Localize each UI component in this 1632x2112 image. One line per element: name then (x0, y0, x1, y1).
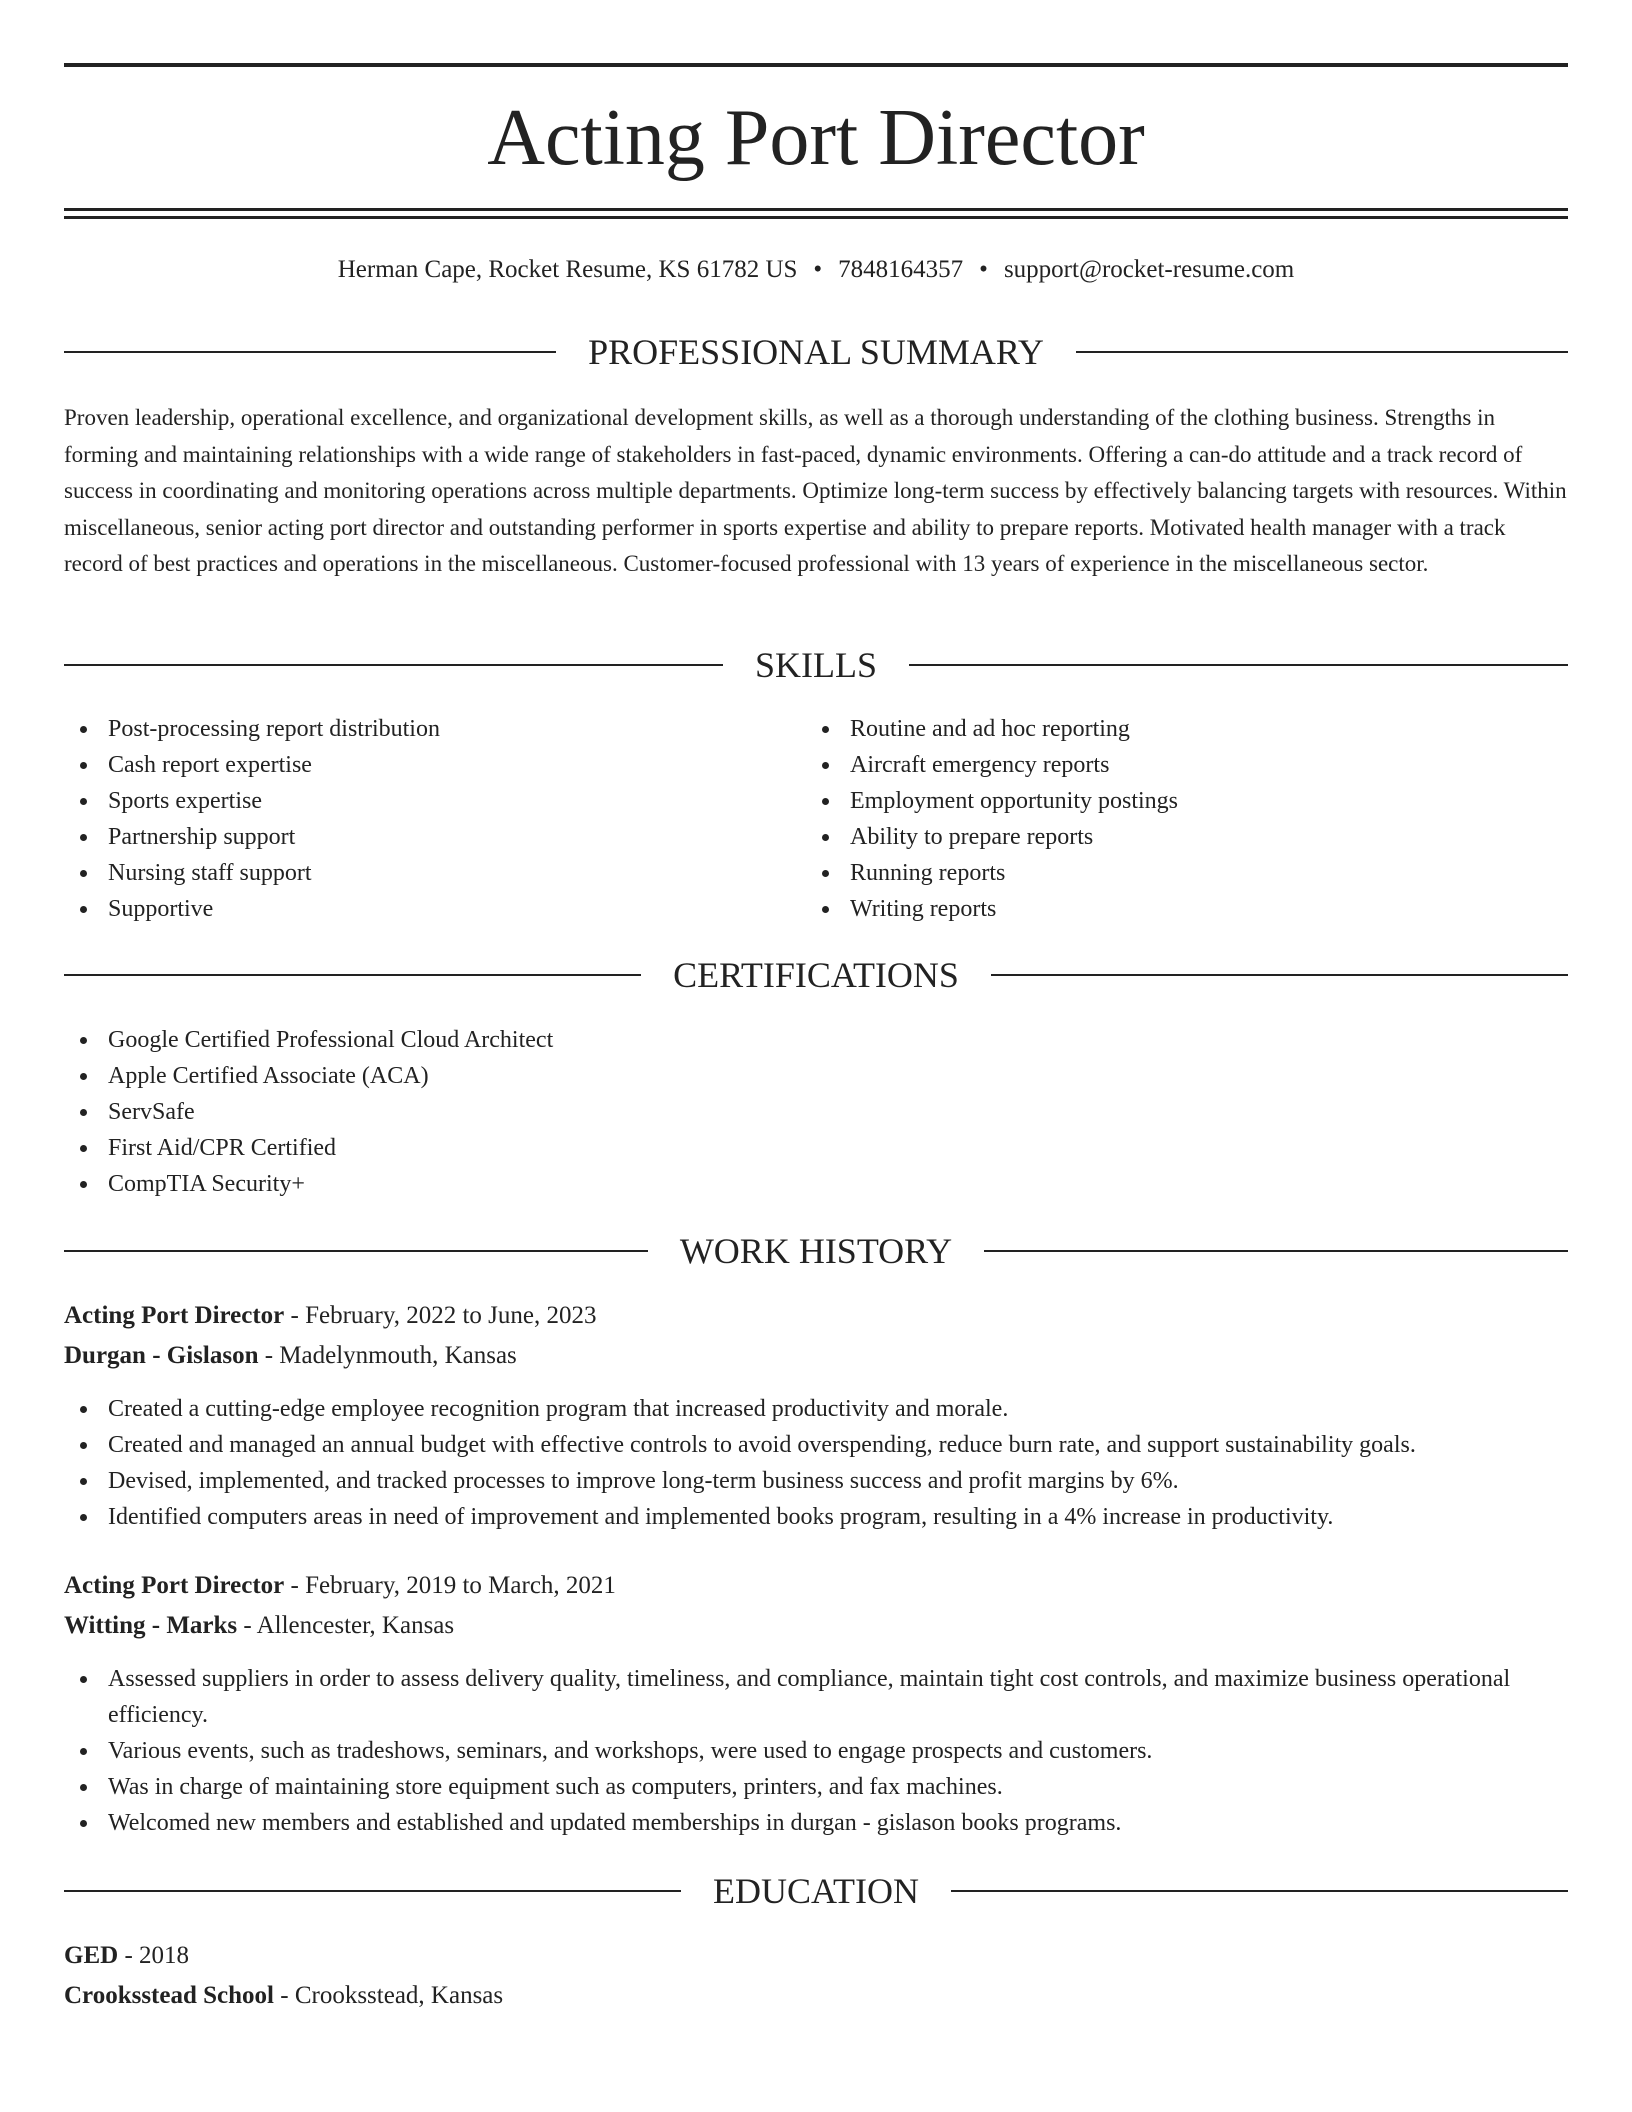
certifications-heading-label: CERTIFICATIONS (673, 955, 959, 995)
heading-rule (909, 664, 1568, 666)
job-bullet: Assessed suppliers in order to assess delivery quality, timeliness, and compliance, maintain tight cost controls, and maximize business operational efficiency. (64, 1661, 1568, 1733)
skills-list-left (64, 711, 804, 927)
contact-phone: 7848164357 (838, 256, 964, 283)
resume-title: Acting Port Director (487, 94, 1145, 182)
education-degree-line (64, 1936, 1568, 1976)
certifications-list (64, 1022, 1568, 1202)
skill-item: Partnership support (64, 819, 804, 855)
certification-item: CompTIA Security+ (64, 1166, 1568, 1202)
title-rule-lower (64, 216, 1568, 219)
top-rule (64, 63, 1568, 67)
work-heading-label: WORK HISTORY (679, 1231, 953, 1271)
education-school-line (64, 1976, 1568, 2016)
work-heading (64, 1229, 1568, 1273)
job-bullet: Various events, such as tradeshows, seminars, and workshops, were used to engage prospects and customers. (64, 1733, 1568, 1769)
education-degree: GED (64, 1942, 119, 1969)
heading-rule (64, 351, 556, 353)
job-location: - Allencester, Kansas (237, 1612, 455, 1639)
skill-item: Post-processing report distribution (64, 711, 804, 747)
job-title-line (64, 1566, 1568, 1606)
certifications-heading (64, 953, 1568, 997)
contact-separator: • (813, 256, 823, 283)
job-company-line (64, 1336, 1568, 1376)
skill-item: Aircraft emergency reports (806, 747, 1568, 783)
skill-item: Employment opportunity postings (806, 783, 1568, 819)
contact-line (64, 254, 1568, 286)
skill-item: Writing reports (806, 891, 1568, 927)
certification-item: ServSafe (64, 1094, 1568, 1130)
heading-rule (64, 664, 723, 666)
job-company: Durgan - Gislason (64, 1342, 259, 1369)
certification-item: First Aid/CPR Certified (64, 1130, 1568, 1166)
skill-item: Nursing staff support (64, 855, 804, 891)
contact-separator: • (979, 256, 988, 283)
job-bullet: Created and managed an annual budget with effective controls to avoid overspending, reduce burn rate, and support sustainability goals. (64, 1427, 1568, 1463)
skill-item: Ability to prepare reports (806, 819, 1568, 855)
job-bullets (64, 1391, 1568, 1535)
skill-item: Supportive (64, 891, 804, 927)
skill-item: Routine and ad hoc reporting (806, 711, 1568, 747)
education-school: Crooksstead School (64, 1982, 274, 2009)
heading-rule (951, 1890, 1568, 1892)
skill-item: Sports expertise (64, 783, 804, 819)
certification-item: Google Certified Professional Cloud Architect (64, 1022, 1568, 1058)
job-company-line (64, 1606, 1568, 1646)
education-year: - 2018 (118, 1942, 190, 1969)
title-rule-upper (64, 208, 1568, 211)
heading-rule (64, 1250, 648, 1252)
skill-item: Cash report expertise (64, 747, 804, 783)
job-title-line (64, 1296, 1568, 1336)
education-location: - Crooksstead, Kansas (274, 1982, 504, 2009)
certification-item: Apple Certified Associate (ACA) (64, 1058, 1568, 1094)
job-title: Acting Port Director (64, 1302, 285, 1329)
skills-heading (64, 643, 1568, 687)
job-dates: - February, 2022 to June, 2023 (284, 1302, 597, 1329)
education-heading (64, 1869, 1568, 1913)
job-company: Witting - Marks (64, 1612, 238, 1639)
skill-item: Running reports (806, 855, 1568, 891)
job-title: Acting Port Director (64, 1572, 285, 1599)
job-location: - Madelynmouth, Kansas (258, 1342, 517, 1369)
skills-heading-label: SKILLS (755, 645, 878, 685)
summary-heading (64, 330, 1568, 374)
summary-heading-label: PROFESSIONAL SUMMARY (588, 332, 1044, 372)
contact-email: support@rocket-resume.com (1003, 256, 1295, 283)
job-dates: - February, 2019 to March, 2021 (284, 1572, 616, 1599)
job-bullet: Created a cutting-edge employee recognition program that increased productivity and morale. (64, 1391, 1568, 1427)
heading-rule (64, 974, 641, 976)
job-bullet: Was in charge of maintaining store equipment such as computers, printers, and fax machines. (64, 1769, 1568, 1805)
heading-rule (984, 1250, 1568, 1252)
heading-rule (1076, 351, 1568, 353)
contact-address: Herman Cape, Rocket Resume, KS 61782 US (337, 256, 798, 283)
education-heading-label: EDUCATION (713, 1871, 919, 1911)
job-bullet: Devised, implemented, and tracked processes to improve long-term business success and profit margins by 6%. (64, 1463, 1568, 1499)
job-bullet: Identified computers areas in need of improvement and implemented books program, resulting in a 4% increase in productivity. (64, 1499, 1568, 1535)
job-bullet: Welcomed new members and established and updated memberships in durgan - gislason books programs. (64, 1805, 1568, 1841)
skills-list-right (806, 711, 1568, 927)
summary-text: Proven leadership, operational excellence, and organizational development skills, as well as a thorough understanding of the clothing business. Strengths in forming and maintaining relationships with a wide range of stakeholders in fast-paced, dynamic environments. Offering a can-do attitude and a track record of success in coordinating and monitoring operations across multiple departments. Optimize long-term success by effectively balancing targets with resources. Within miscellaneous, senior acting port director and outstanding performer in sports expertise and ability to prepare reports. Motivated health manager with a track record of best practices and operations in the miscellaneous. Customer-focused professional with 13 years of experience in the miscellaneous sector. (64, 405, 1567, 576)
heading-rule (64, 1890, 681, 1892)
job-bullets (64, 1661, 1568, 1841)
heading-rule (991, 974, 1568, 976)
